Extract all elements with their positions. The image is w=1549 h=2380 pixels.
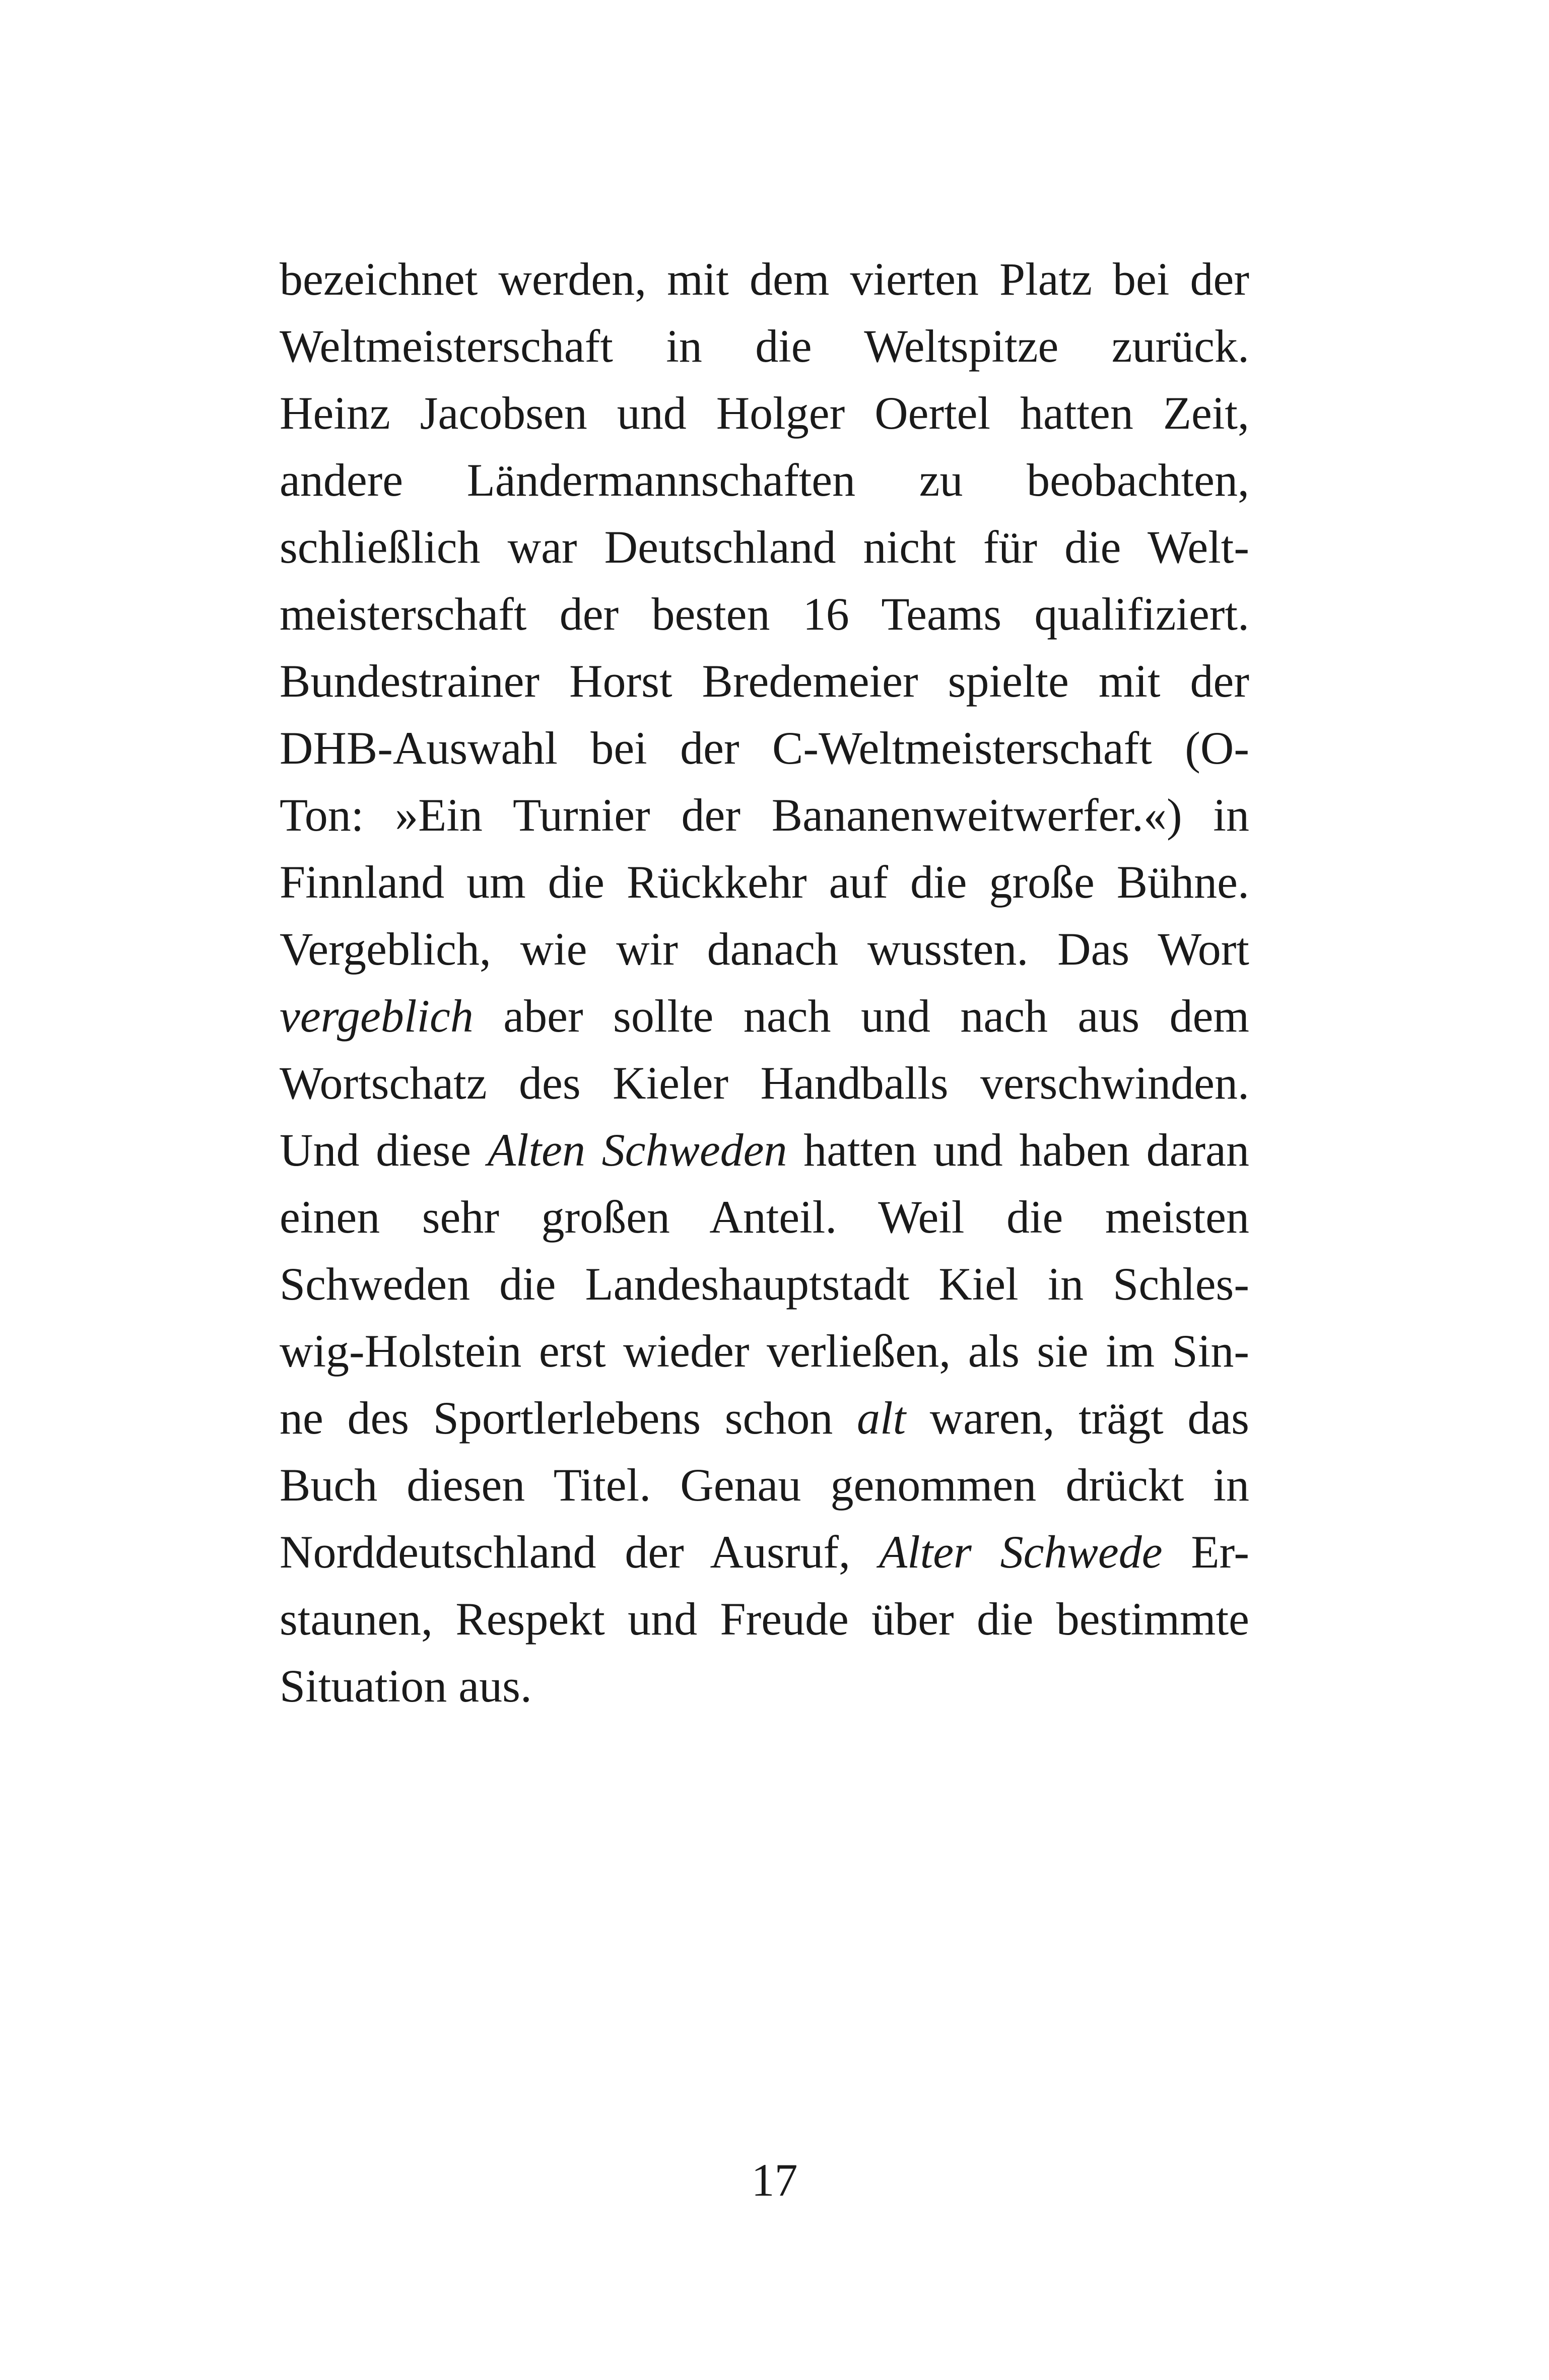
text-line: Ton: »Ein Turnier der Bananenweitwerfer.«) in: [280, 789, 1249, 841]
text-line: Weltmeisterschaft in die Weltspitze zurück.: [280, 320, 1249, 372]
text-line: meisterschaft der besten 16 Teams qualifiziert.: [280, 588, 1249, 640]
text-line: Buch diesen Titel. Genau genommen drückt in: [280, 1459, 1249, 1511]
text-line: Schweden die Landeshauptstadt Kiel in Schles-: [280, 1258, 1249, 1310]
emphasis-word: alt: [857, 1392, 906, 1444]
emphasis-phrase: Alter Schwede: [879, 1526, 1163, 1578]
text-line: einen sehr großen Anteil. Weil die meisten: [280, 1191, 1249, 1243]
text-line: DHB-Auswahl bei der C-Weltmeisterschaft (O-: [280, 722, 1249, 774]
text-line: ne des Sportlerlebens schon alt waren, trägt das: [280, 1392, 1249, 1444]
body-text: [280, 246, 1249, 1720]
text-line: Vergeblich, wie wir danach wussten. Das Wort: [280, 923, 1249, 975]
text-line: Heinz Jacobsen und Holger Oertel hatten Zeit,: [280, 387, 1249, 439]
page-number: 17: [751, 2154, 798, 2206]
text-line: Und diese Alten Schweden hatten und haben daran: [280, 1124, 1249, 1176]
text-line: staunen, Respekt und Freude über die bestimmte: [280, 1593, 1249, 1645]
text-line: Situation aus.: [280, 1660, 532, 1712]
text-line: Norddeutschland der Ausruf, Alter Schwede Er-: [280, 1526, 1249, 1578]
emphasis-phrase: Alten Schweden: [487, 1124, 787, 1176]
text-line: schließlich war Deutschland nicht für die Welt-: [280, 521, 1249, 573]
text-line: Wortschatz des Kieler Handballs verschwinden.: [280, 1057, 1249, 1109]
text-line: andere Ländermannschaften zu beobachten,: [280, 454, 1249, 506]
text-line: bezeichnet werden, mit dem vierten Platz bei der: [280, 253, 1249, 305]
text-line: Finnland um die Rückkehr auf die große Bühne.: [280, 856, 1249, 908]
emphasis-word: vergeblich: [280, 990, 474, 1042]
text-line: vergeblich aber sollte nach und nach aus dem: [280, 990, 1249, 1042]
text-line: Bundestrainer Horst Bredemeier spielte mit der: [280, 655, 1249, 707]
text-line: wig-Holstein erst wieder verließen, als sie im Sin-: [280, 1325, 1249, 1377]
